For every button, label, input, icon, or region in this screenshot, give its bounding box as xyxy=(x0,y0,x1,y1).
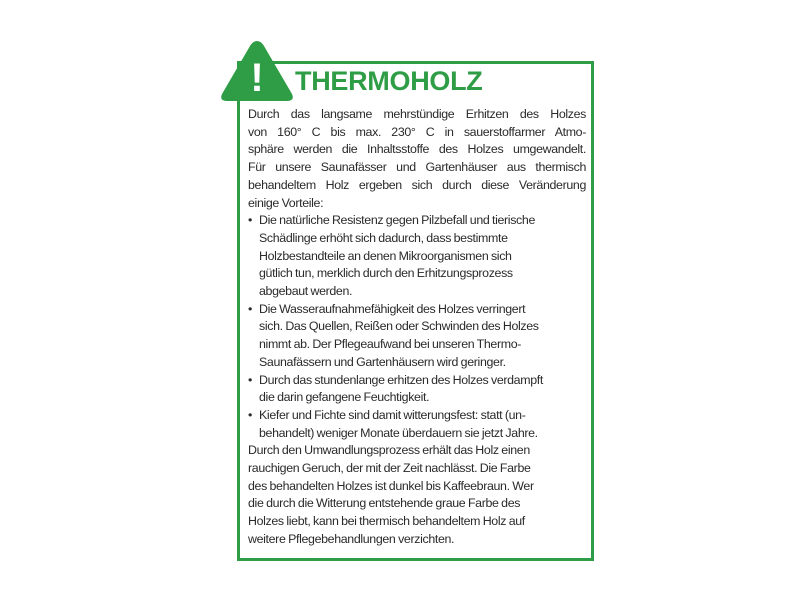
list-item-line: Holzbestandteile an denen Mikroorganismen sich xyxy=(259,248,512,263)
list-item-line: Durch das stundenlange erhitzen des Holzes verdampft xyxy=(259,372,543,387)
warning-triangle-icon xyxy=(218,38,296,104)
list-item-line: Kiefer und Fichte sind damit witterungsfest: statt (un- xyxy=(259,407,526,422)
intro-paragraph xyxy=(248,106,586,212)
intro-line: behandeltem Holz ergeben sich durch diese Veränderung xyxy=(248,177,586,192)
bullet-marker: • xyxy=(248,407,252,422)
bullet-marker: • xyxy=(248,372,252,387)
intro-line: Für unsere Saunafässer und Gartenhäuser aus thermisch xyxy=(248,160,586,175)
warning-exclamation-mark: ! xyxy=(250,56,264,100)
list-item-line: die darin gefangene Feuchtigkeit. xyxy=(259,390,430,405)
list-item xyxy=(248,212,586,301)
list-item xyxy=(248,407,586,442)
intro-line: sphäre werden die Inhaltsstoffe des Holzes umgewandelt. xyxy=(248,142,586,157)
outro-line: des behandelten Holzes ist dunkel bis Kaffeebraun. Wer xyxy=(248,478,534,493)
list-item-line: abgebaut werden. xyxy=(259,284,353,299)
box-title: THERMOHOLZ xyxy=(295,66,483,96)
list-item-line: nimmt ab. Der Pflegeaufwand bei unseren Thermo- xyxy=(259,337,522,352)
bullet-marker: • xyxy=(248,213,252,228)
list-item-line: behandelt) weniger Monate überdauern sie jetzt Jahre. xyxy=(259,425,538,440)
outro-line: Holzes liebt, kann bei thermisch behandeltem Holz auf xyxy=(248,514,525,529)
closing-paragraph xyxy=(248,442,586,548)
advantages-list xyxy=(248,212,586,442)
list-item xyxy=(248,372,586,407)
outro-line: Durch den Umwandlungsprozess erhält das Holz einen xyxy=(248,443,530,458)
list-item xyxy=(248,301,586,372)
outro-line: rauchigen Geruch, der mit der Zeit nachlässt. Die Farbe xyxy=(248,461,531,476)
intro-line: Durch das langsame mehrstündige Erhitzen des Holzes xyxy=(248,107,586,121)
list-item-line: Die natürliche Resistenz gegen Pilzbefall und tierische xyxy=(259,213,535,228)
list-item-line: Die Wasseraufnahmefähigkeit des Holzes verringert xyxy=(259,301,526,316)
list-item-line: sich. Das Quellen, Reißen oder Schwinden des Holzes xyxy=(259,319,539,334)
list-item-line: Saunafässern und Gartenhäusern wird geringer. xyxy=(259,354,506,369)
bullet-marker: • xyxy=(248,301,252,316)
body-text xyxy=(248,106,586,549)
outro-line: weitere Pflegebehandlungen verzichten. xyxy=(248,531,455,546)
outro-line: die durch die Witterung entstehende graue Farbe des xyxy=(248,496,521,511)
intro-line: einige Vorteile: xyxy=(248,195,324,210)
intro-line: von 160° C bis max. 230° C in sauerstoffarmer Atmo- xyxy=(248,124,586,139)
list-item-line: gütlich tun, merklich durch den Erhitzungsprozess xyxy=(259,266,513,281)
list-item-line: Schädlinge erhöht sich dadurch, dass bestimmte xyxy=(259,230,508,245)
